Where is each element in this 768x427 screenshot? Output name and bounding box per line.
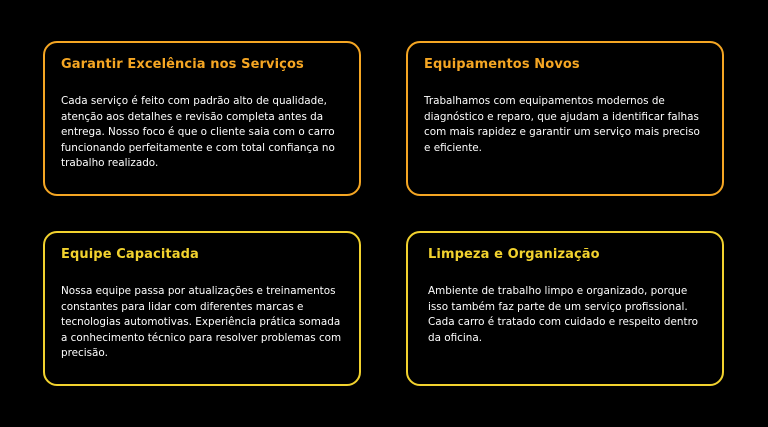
card-body: Trabalhamos com equipamentos modernos de diagnóstico e reparo, que ajudam a identificar falhas com mais rapidez e garantir um serviço mais preciso e eficiente. [424,95,700,154]
card-title: Garantir Excelência nos Serviços [61,57,304,72]
card-title: Limpeza e Organização [428,247,600,262]
card-equipe-capacitada [43,231,361,386]
card-equipamentos-novos [406,41,724,196]
card-title: Equipamentos Novos [424,57,580,72]
card-garantir-excelencia [43,41,361,196]
card-title: Equipe Capacitada [61,247,199,262]
card-limpeza-organizacao [406,231,724,386]
card-body: Ambiente de trabalho limpo e organizado, porque isso também faz parte de um serviço profissional. Cada carro é tratado com cuidado e respeito dentro da oficina. [428,285,698,344]
card-body: Nossa equipe passa por atualizações e treinamentos constantes para lidar com diferentes marcas e tecnologias automotivas. Experiência prática somada a conhecimento técnico para resolver problemas com precisão. [61,285,342,360]
card-body: Cada serviço é feito com padrão alto de qualidade, atenção aos detalhes e revisão completa antes da entrega. Nosso foco é que o cliente saia com o carro funcionando perfeitamente e com total confiança no trabalho realizado. [61,95,335,170]
